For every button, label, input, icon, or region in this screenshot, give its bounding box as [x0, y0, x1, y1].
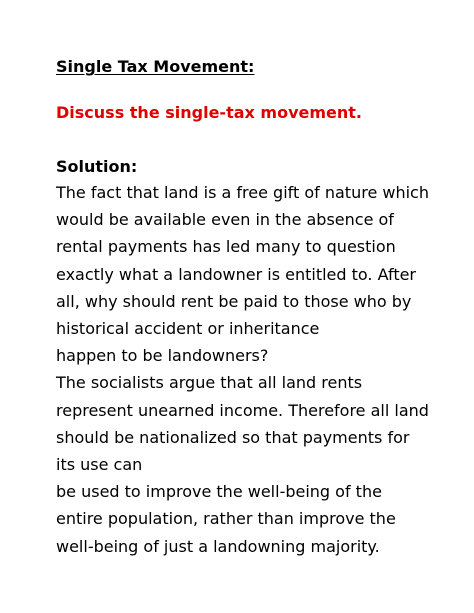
- body-line: The socialists argue that all land rents: [56, 373, 363, 393]
- solution-label: Solution:: [56, 157, 138, 176]
- body-line: well-being of just a landowning majority.: [56, 536, 380, 556]
- body-line: all, why should rent be paid to those who by: [56, 291, 412, 311]
- question-text: Discuss the single-tax movement.: [56, 103, 362, 122]
- body-line: historical accident or inheritance: [56, 319, 320, 339]
- body-line: its use can: [56, 455, 143, 475]
- document-heading: Single Tax Movement:: [56, 57, 255, 76]
- body-line: The fact that land is a free gift of nature which: [56, 183, 429, 202]
- body-line: represent unearned income. Therefore all land: [56, 400, 429, 420]
- body-line: be used to improve the well-being of the: [56, 482, 382, 502]
- body-line: happen to be landowners?: [56, 346, 269, 366]
- body-line: entire population, rather than improve the: [56, 509, 396, 529]
- body-line: exactly what a landowner is entitled to. After: [56, 264, 417, 284]
- document-content: [56, 56, 456, 560]
- body-line: rental payments has led many to question: [56, 237, 396, 257]
- body-line: would be available even in the absence of: [56, 210, 394, 230]
- solution-body: [56, 179, 456, 560]
- body-line: should be nationalized so that payments for: [56, 427, 410, 447]
